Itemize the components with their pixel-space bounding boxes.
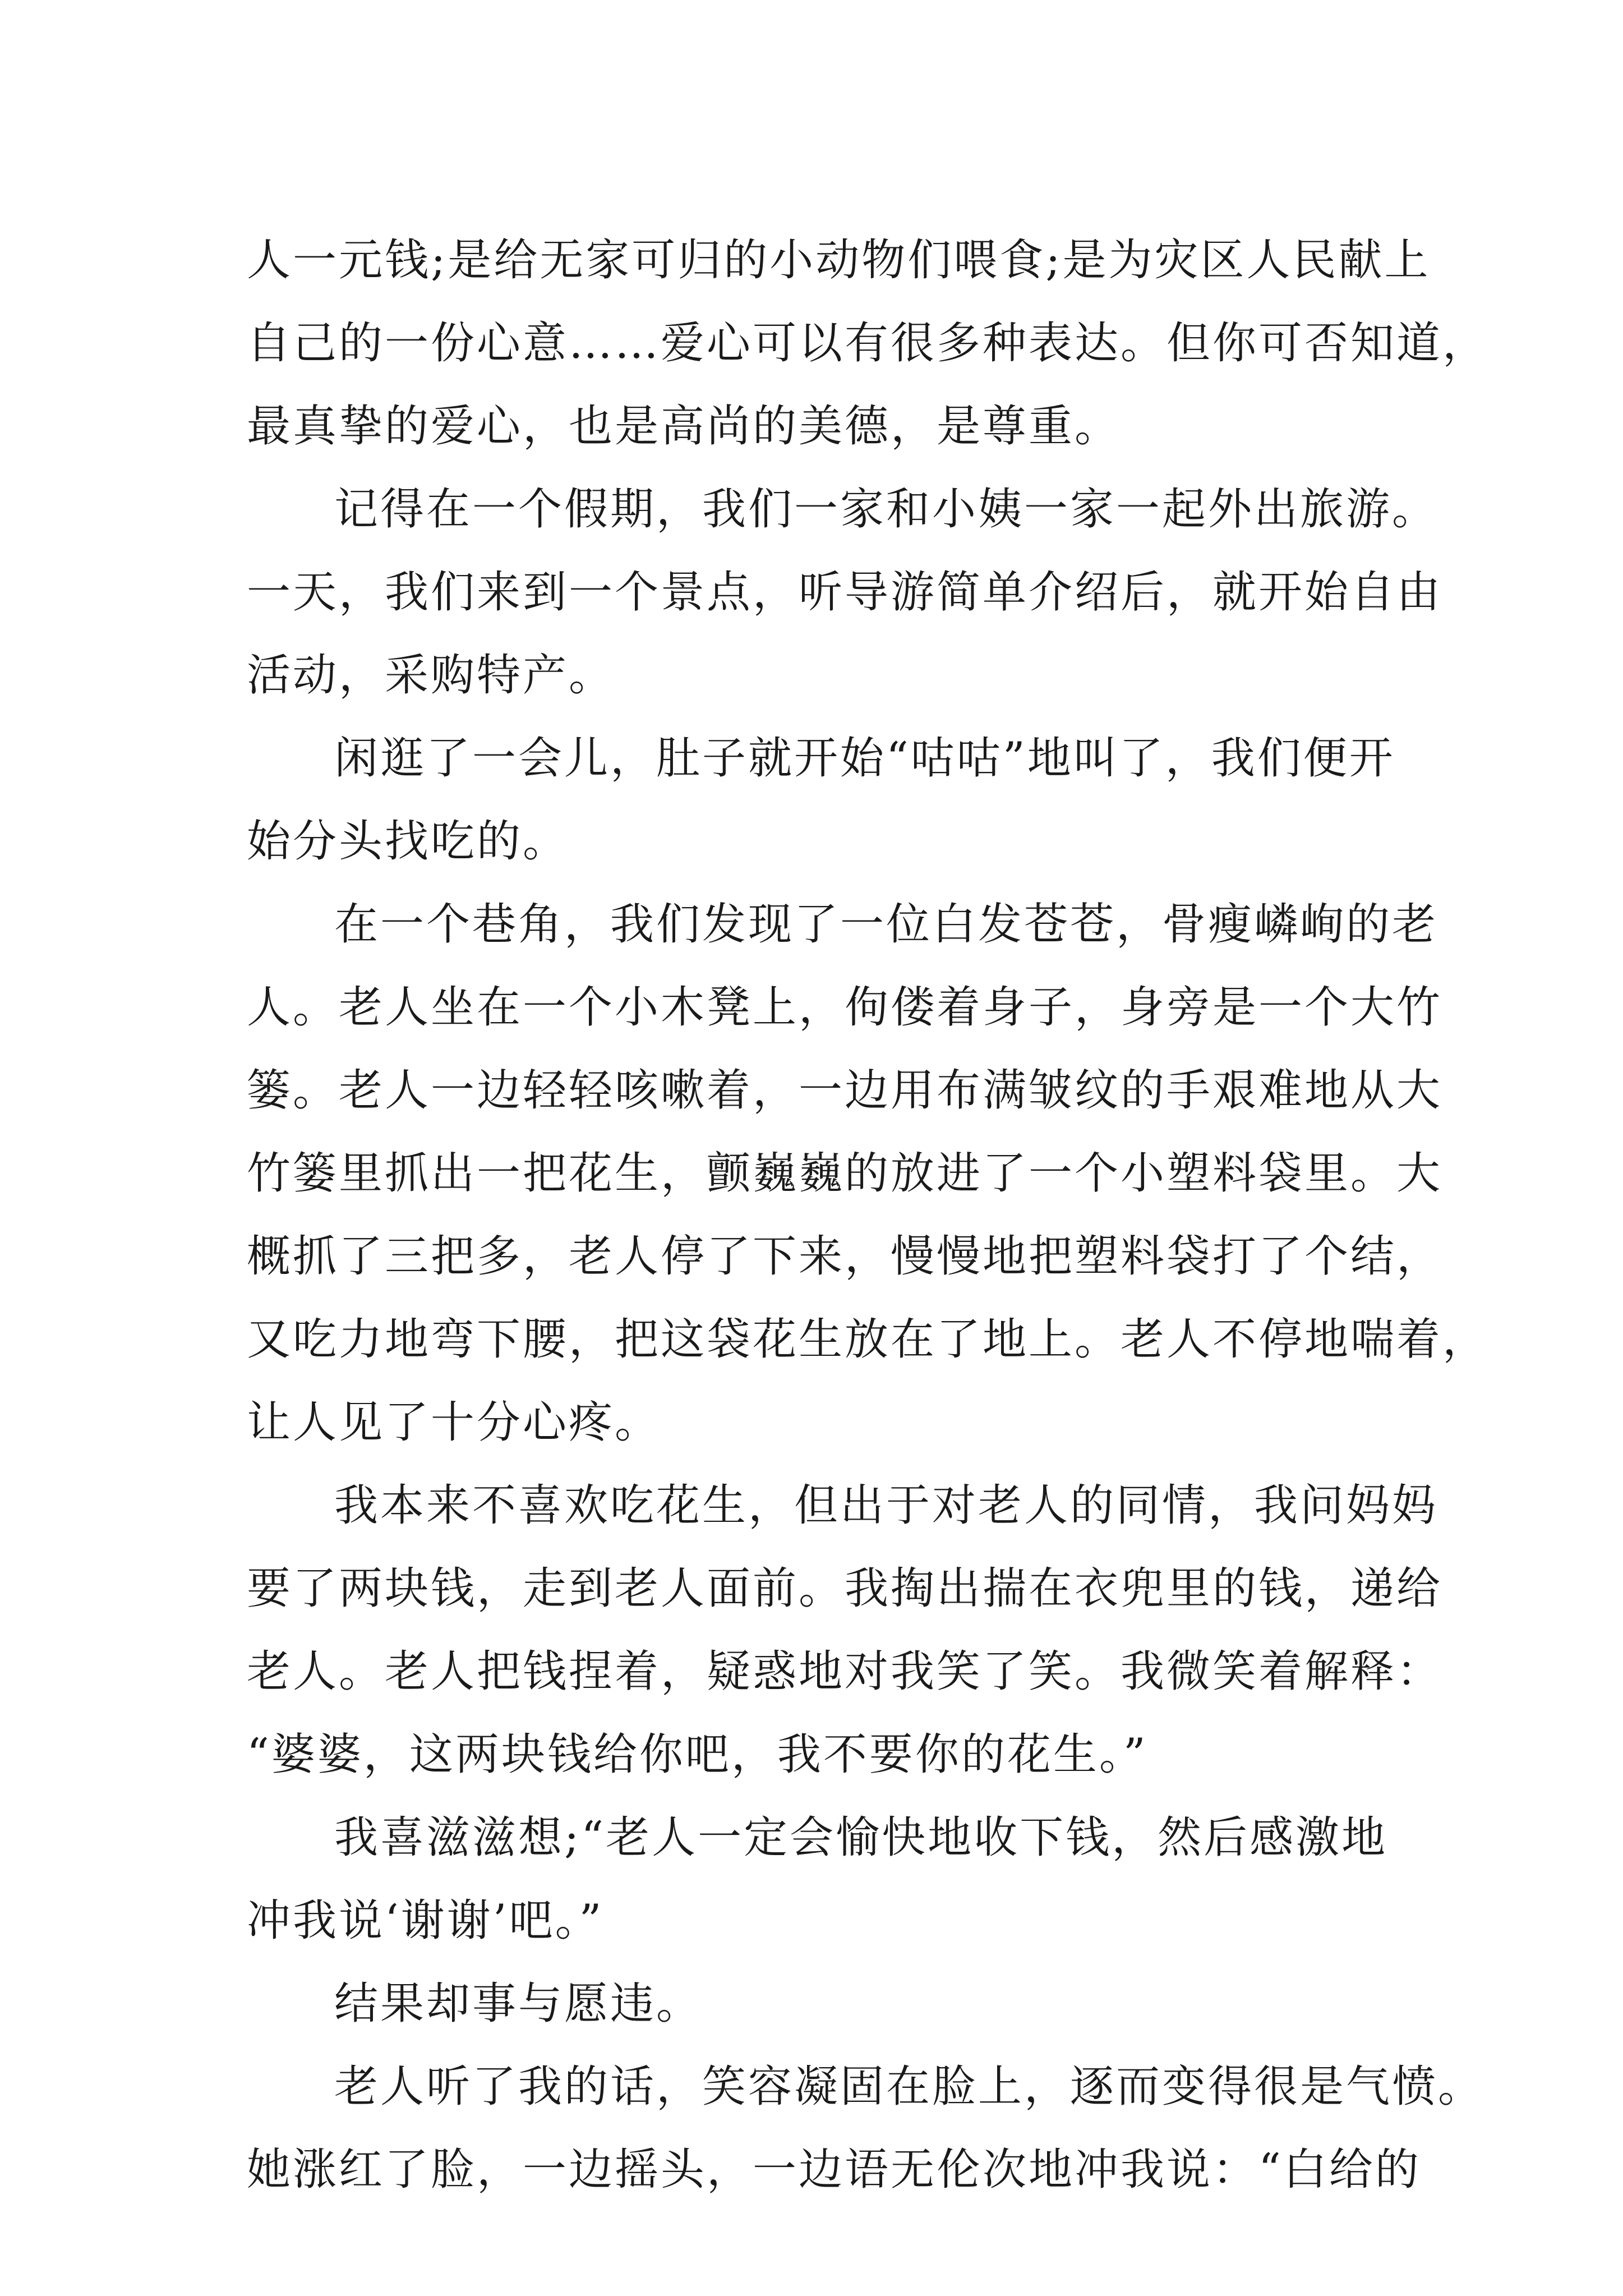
text-line: “婆婆，这两块钱给你吧，我不要你的花生。” (247, 1729, 1148, 1780)
text-line: 篓。老人一边轻轻咳嗽着，一边用布满皱纹的手艰难地从大 (247, 1065, 1443, 1116)
paragraph-start-line: 闲逛了一会儿，肚子就开始“咕咕”地叫了，我们便开 (334, 733, 1395, 784)
body-text (247, 219, 1489, 2211)
text-line: 要了两块钱，走到老人面前。我掏出揣在衣兜里的钱，递给 (247, 1563, 1443, 1614)
text-line: 她涨红了脸，一边摇头，一边语无伦次地冲我说：“白给的 (247, 2145, 1421, 2195)
text-line: 竹篓里抓出一把花生，颤巍巍的放进了一个小塑料袋里。大 (247, 1148, 1443, 1199)
text-line: 又吃力地弯下腰，把这袋花生放在了地上。老人不停地喘着， (247, 1314, 1489, 1365)
text-line: 人。老人坐在一个小木凳上，佝偻着身子，身旁是一个大竹 (247, 982, 1443, 1033)
text-line: 一天，我们来到一个景点，听导游简单介绍后，就开始自由 (247, 567, 1443, 618)
text-line: 活动，采购特产。 (247, 650, 615, 701)
text-line: 人一元钱;是给无家可归的小动物们喂食;是为灾区人民献上 (247, 235, 1431, 286)
text-line: 始分头找吃的。 (247, 816, 569, 867)
text-line: 让人见了十分心疼。 (247, 1397, 661, 1448)
text-line: 自己的一份心意……爱心可以有很多种表达。但你可否知道， (247, 318, 1489, 369)
text-line: 最真挚的爱心，也是高尚的美德，是尊重。 (247, 401, 1121, 452)
text-line: 冲我说‘谢谢’吧。” (247, 1895, 604, 1946)
paragraph-start-line: 我本来不喜欢吃花生，但出于对老人的同情，我问妈妈 (334, 1480, 1438, 1531)
text-line: 老人。老人把钱捏着，疑惑地对我笑了笑。我微笑着解释： (247, 1646, 1443, 1697)
paragraph-start-line: 在一个巷角，我们发现了一位白发苍苍，骨瘦嶙峋的老 (334, 899, 1438, 950)
paragraph-start-line: 老人听了我的话，笑容凝固在脸上，逐而变得很是气愤。 (334, 2062, 1484, 2112)
text-line: 概抓了三把多，老人停了下来，慢慢地把塑料袋打了个结， (247, 1231, 1443, 1282)
paragraph-start-line: 记得在一个假期，我们一家和小姨一家一起外出旅游。 (334, 484, 1438, 535)
paragraph-start-line: 结果却事与愿违。 (334, 1978, 703, 2029)
paragraph-start-line: 我喜滋滋想;“老人一定会愉快地收下钱，然后感激地 (334, 1812, 1388, 1863)
